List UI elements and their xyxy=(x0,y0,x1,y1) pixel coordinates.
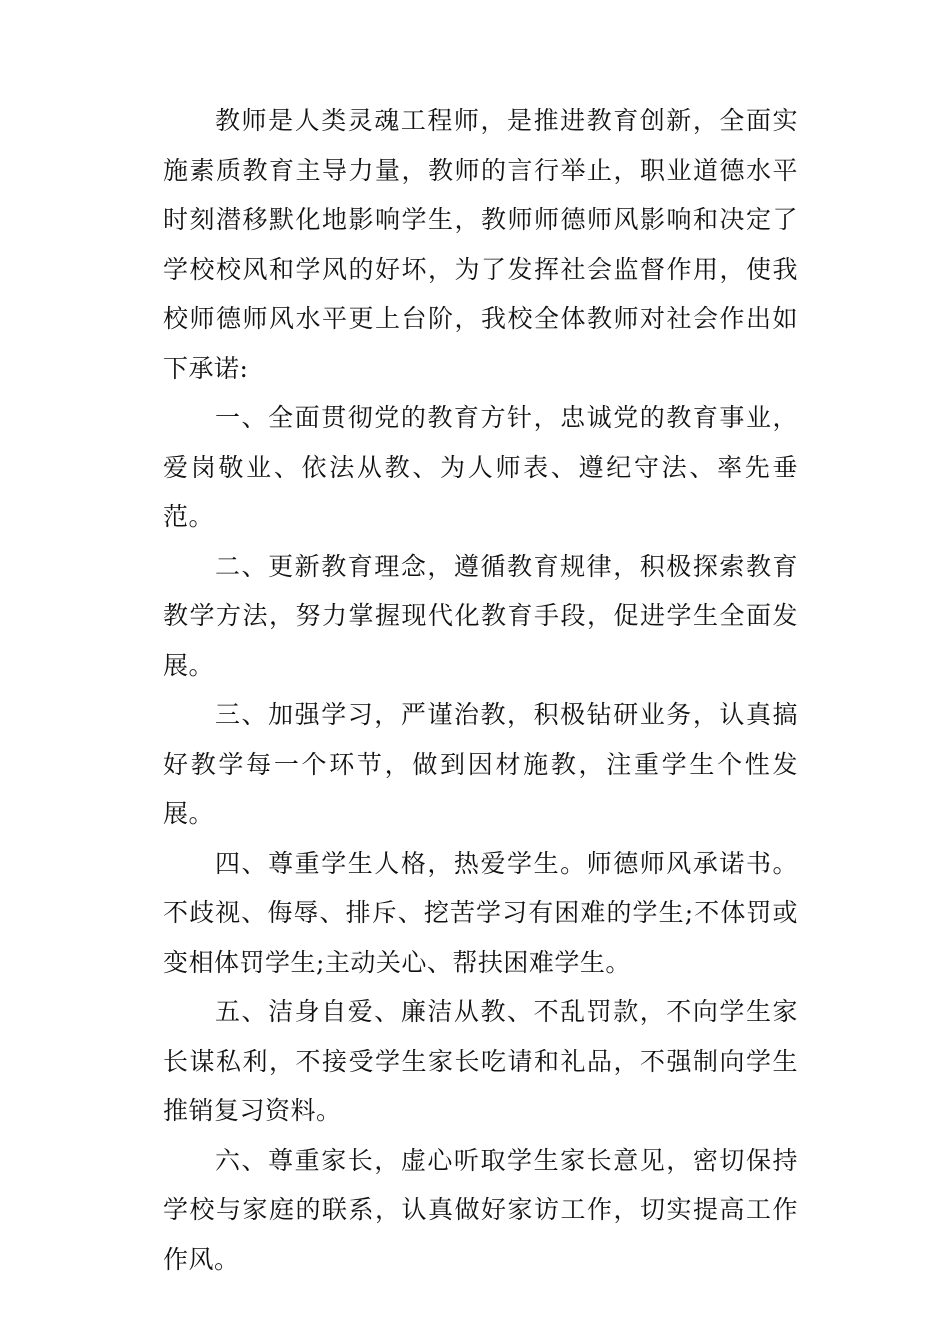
paragraph-item-5: 五、洁身自爱、廉洁从教、不乱罚款，不向学生家长谋私利，不接受学生家长吃请和礼品，不强制向学生推销复习资料。 xyxy=(163,997,798,1125)
document-body xyxy=(163,96,798,1284)
paragraph-item-6: 六、尊重家长，虚心听取学生家长意见，密切保持学校与家庭的联系，认真做好家访工作，切实提高工作作风。 xyxy=(163,1145,798,1274)
paragraph-item-4: 四、尊重学生人格，热爱学生。师德师风承诺书。不歧视、侮辱、排斥、挖苦学习有困难的学生;不体罚或变相体罚学生;主动关心、帮扶困难学生。 xyxy=(163,848,798,977)
paragraph-item-1: 一、全面贯彻党的教育方针，忠诚党的教育事业，爱岗敬业、依法从教、为人师表、遵纪守法、率先垂范。 xyxy=(163,403,798,531)
paragraph-item-2: 二、更新教育理念，遵循教育规律，积极探索教育教学方法，努力掌握现代化教育手段，促进学生全面发展。 xyxy=(163,551,798,680)
paragraph-intro: 教师是人类灵魂工程师，是推进教育创新，全面实施素质教育主导力量，教师的言行举止，职业道德水平时刻潜移默化地影响学生，教师师德师风影响和决定了学校校风和学风的好坏，为了发挥社会监督作用，使我校师德师风水平更上台阶，我校全体教师对社会作出如下承诺: xyxy=(163,106,798,383)
paragraph-item-3: 三、加强学习，严谨治教，积极钻研业务，认真搞好教学每一个环节，做到因材施教，注重学生个性发展。 xyxy=(163,700,798,828)
